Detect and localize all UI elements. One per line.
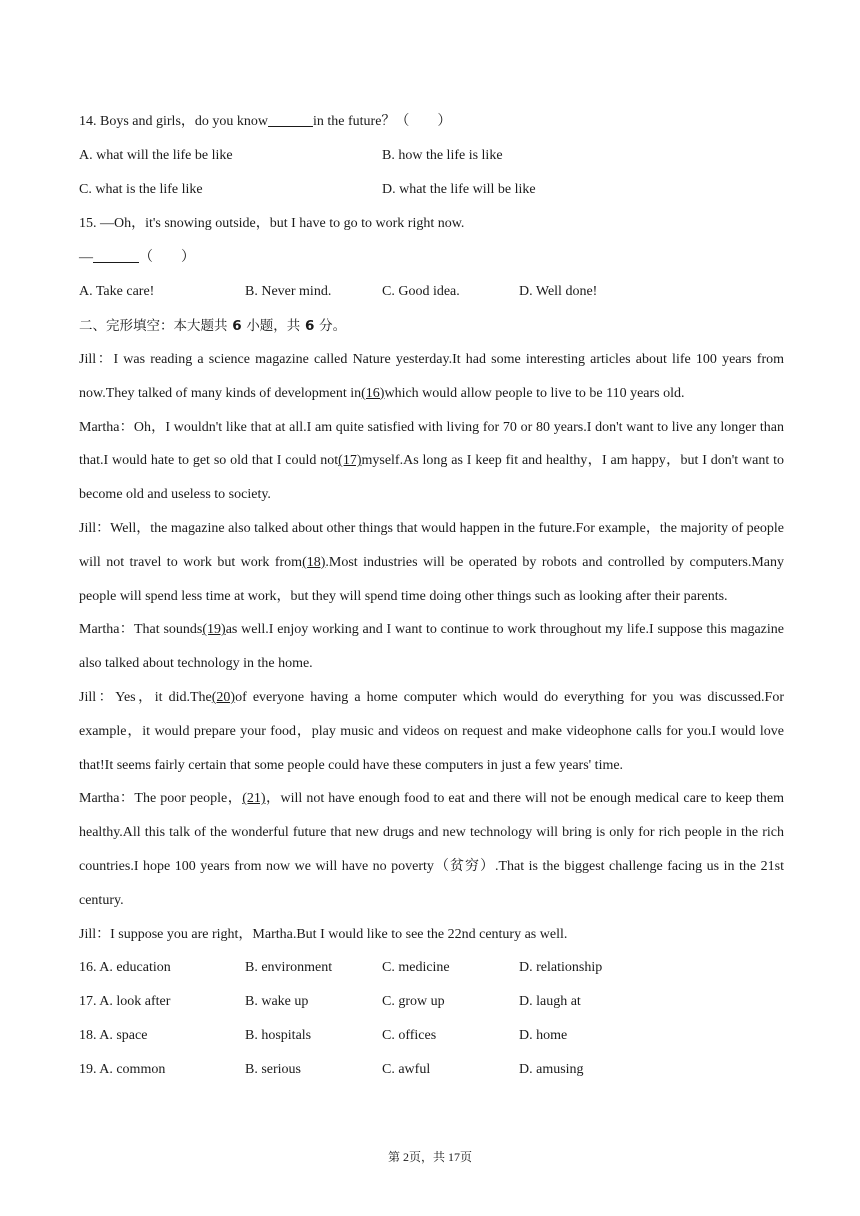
q14-stem [79, 105, 784, 139]
choice-18-d: D. home [519, 1028, 568, 1044]
q15-option-c: C. Good idea. [382, 284, 460, 299]
choice-19-c: C. awful [382, 1062, 431, 1078]
passage-text: as well.I enjoy working and I want to continue to work throughout my life.I suppose this magazine also talked about technology in the home. [79, 622, 784, 672]
choice-18-b: B. hospitals [245, 1028, 312, 1044]
blank-20: (20) [211, 689, 236, 705]
q14-option-c: C. what is the life like [79, 182, 203, 197]
choice-17-d: D. laugh at [519, 994, 581, 1010]
passage-martha-3 [79, 782, 784, 917]
q15-options [79, 275, 784, 309]
choice-16-c: C. medicine [382, 960, 450, 976]
choice-17-a: 17. A. look after [79, 994, 171, 1010]
choice-18-a: 18. A. space [79, 1028, 148, 1044]
passage-text: Jill：Well，the magazine also talked about other things that would happen in the future.For example，the majority of people will not travel to work but work from [79, 520, 784, 570]
answer-blank [93, 248, 139, 263]
q15-stem: 15. —Oh，it's snowing outside，but I have to go to work right now. [79, 216, 465, 231]
q14-stem-text: 14. Boys and girls，do you know [79, 114, 268, 129]
q15-option-b: B. Never mind. [245, 284, 332, 299]
passage-text: Martha：That sounds [79, 622, 203, 638]
q14-options-row-2 [79, 173, 784, 207]
choice-row-19 [79, 1053, 784, 1087]
passage-jill-1 [79, 343, 784, 411]
passage-jill-3 [79, 681, 784, 782]
section-heading [79, 309, 784, 343]
passage-text: Martha：Oh，I wouldn't like that at all.I am quite satisfied with living for 70 or 80 years.I don't want to live any longer than that.I would hate to get so old that I could not [79, 419, 784, 469]
choice-19-b: B. serious [245, 1062, 301, 1078]
choice-row-18 [79, 1019, 784, 1053]
passage-jill-2 [79, 512, 784, 613]
section-score: 6 [305, 318, 315, 334]
blank-16: (16) [361, 385, 385, 401]
q14-option-b: B. how the life is like [382, 148, 503, 163]
choice-16-b: B. environment [245, 960, 333, 976]
q14-option-d: D. what the life will be like [382, 182, 536, 197]
choice-16-d: D. relationship [519, 960, 603, 976]
q14-options-row-1 [79, 139, 784, 173]
blank-18: (18) [302, 554, 326, 570]
choice-row-17 [79, 985, 784, 1019]
passage-text: myself.As long as I keep fit and healthy，I am happy，but I don't want to become old and useless to society. [79, 453, 784, 503]
passage-text: Jill：Yes，it did.The [79, 689, 212, 705]
blank-19: (19) [202, 622, 226, 638]
page-footer: 第 2页，共 17页 [387, 1150, 472, 1164]
q15-reply-paren: （ ） [139, 250, 195, 265]
blank-21: (21) [242, 791, 266, 807]
passage-text: Jill：I was reading a science magazine called Nature yesterday.It had some interesting articles about life 100 years from now.They talked of many kinds of development in [79, 352, 784, 401]
q15-option-a: A. Take care! [79, 284, 155, 299]
choice-18-c: C. offices [382, 1028, 437, 1044]
section-question-count: 6 [232, 318, 242, 334]
choice-17-b: B. wake up [245, 994, 309, 1010]
q15-reply-dash: — [79, 250, 93, 265]
passage-text: Martha：The poor people， [79, 791, 243, 807]
choice-row-16 [79, 951, 784, 985]
q14-stem-tail: in the future？（ ） [313, 114, 452, 129]
passage-text: which would allow people to live to be 110 years old. [384, 385, 685, 401]
section-heading-part: 小题，共 [246, 318, 301, 334]
choice-16-a: 16. A. education [79, 960, 171, 976]
choice-19-a: 19. A. common [79, 1062, 166, 1078]
section-heading-part: 分。 [319, 318, 347, 334]
passage-text: of everyone having a home computer which would do everything for you was discussed.For example，it would prepare your food，play music and videos on request and make videophone calls for you.I would love that!It seems fairly certain that some people could have these computers in just a few years' time. [79, 689, 784, 773]
q14-option-a: A. what will the life be like [79, 148, 233, 163]
choice-17-c: C. grow up [382, 994, 445, 1010]
passage-jill-4: Jill：I suppose you are right，Martha.But I would like to see the 22nd century as well. [79, 926, 568, 942]
q15-reply [79, 241, 784, 275]
exam-page [79, 105, 784, 1087]
blank-17: (17) [338, 453, 362, 469]
passage-martha-2 [79, 613, 784, 681]
choice-19-d: D. amusing [519, 1062, 584, 1078]
passage-text: ，will not have enough food to eat and there will not be enough medical care to keep them healthy.All this talk of the wonderful future that new drugs and new technology will bring is only for rich people in the rich countries.I hope 100 years from now we will have no poverty（贫穷）.That is the biggest challenge facing us in the 21st century. [79, 791, 784, 908]
q15-option-d: D. Well done! [519, 284, 598, 299]
passage-text: .Most industries will be operated by robots and controlled by computers.Many people will spend less time at work，but they will spend time doing other things such as looking after their parents. [79, 554, 785, 604]
answer-blank [268, 112, 313, 127]
section-heading-part: 二、完形填空：本大题共 [79, 318, 228, 334]
passage-martha-1 [79, 411, 784, 512]
